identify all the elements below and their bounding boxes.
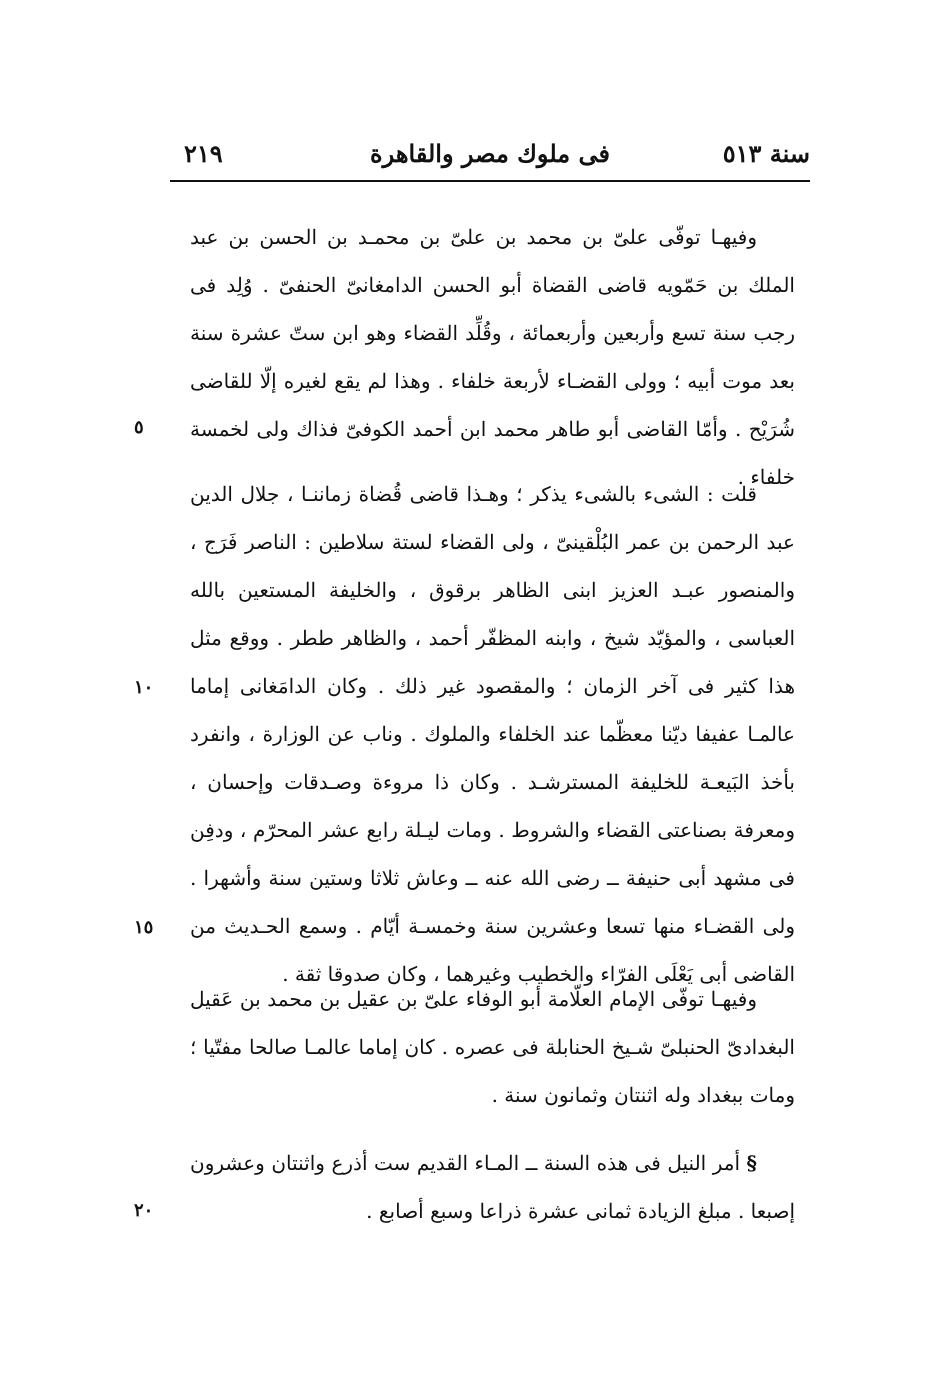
paragraph-4	[190, 1139, 795, 1235]
page-number: ٢١٩	[184, 139, 223, 168]
line-number-10: ١٠	[134, 677, 154, 698]
line-number-20: ٢٠	[134, 1200, 154, 1221]
header-year: سنة ٥١٣	[722, 139, 810, 168]
paragraph-4-text: أمر النيل فى هذه السنة ــ المـاء القديم ست أذرع واثنتان وعشرون إصبعا . مبلغ الزيادة ثمانى عشرة ذراعا وسبع أصابع .	[190, 1151, 795, 1223]
section-marker: §	[746, 1151, 758, 1175]
paragraph-1: وفيهـا توفّى علىّ بن محمد بن علىّ بن محمـد بن الحسن بن عبد الملك بن حَمّويه قاضى القضاة أبو الحسن الدامغانىّ الحنفىّ . وُلِد فى رجب سنة تسع وأربعين وأربعمائة ، وقُلِّد القضاء وهو ابن ستّ عشرة سنة بعد موت أبيه ؛ وولى القضـاء لأربعة خلفاء . وهذا لم يقع لغيره إلّا للقاضى شُرَيْح . وأمّا القاضى أبو طاهر محمد ابن أحمد الكوفىّ فذاك ولى لخمسة خلفاء .	[190, 225, 795, 489]
header-title: فى ملوك مصر والقاهرة	[370, 139, 610, 168]
paragraph-2: قلت : الشىء بالشىء يذكر ؛ وهـذا قاضى قُضاة زماننـا ، جلال الدين عبد الرحمن بن عمر البُلْقينىّ ، ولى القضاء لستة سلاطين : الناصر فَرَج ، والمنصور عبـد العزيز ابنى الظاهر برقوق ، والخليفة المستعين بالله العباسى ، والمؤيّد شيخ ، وابنه المظفّر أحمد ، والظاهر ططر . ووقع مثل هذا كثير فى آخر الزمان ؛ والمقصود غير ذلك . وكان الدامَغانى إماما عالمـا عفيفا ديّنا معظّما عند الخلفاء والملوك . وناب عن الوزارة ، وانفرد بأخذ البَيعـة للخليفة المسترشـد . وكان ذا مروءة وصـدقات وإحسان ، ومعرفة بصناعتى القضاء والشروط . ومات ليـلة رابع عشر المحرّم ، ودفِن فى مشهد أبى حنيفة ــ رضى الله عنه ــ وعاش ثلاثا وستين سنة وأشهرا . ولى القضـاء منها تسعا وعشرين سنة وخمسـة أيّام . وسمع الحـديث من القاضى أبى يَعْلَى الفرّاء والخطيب وغيرهما ، وكان صدوقا ثقة .	[190, 482, 795, 986]
page-header	[170, 135, 810, 179]
line-number-5: ٥	[134, 417, 144, 438]
line-number-15: ١٥	[134, 917, 154, 938]
paragraph-3: وفيهـا توفّى الإمام العلّامة أبو الوفاء علىّ بن عقيل بن محمد بن عَقيل البغدادىّ الحنبلىّ شـيخ الحنابلة فى عصره . كان إماما عالمـا صالحا مفتّيا ؛ ومات ببغداد وله اثنتان وثمانون سنة .	[190, 987, 795, 1107]
header-rule	[170, 180, 810, 182]
